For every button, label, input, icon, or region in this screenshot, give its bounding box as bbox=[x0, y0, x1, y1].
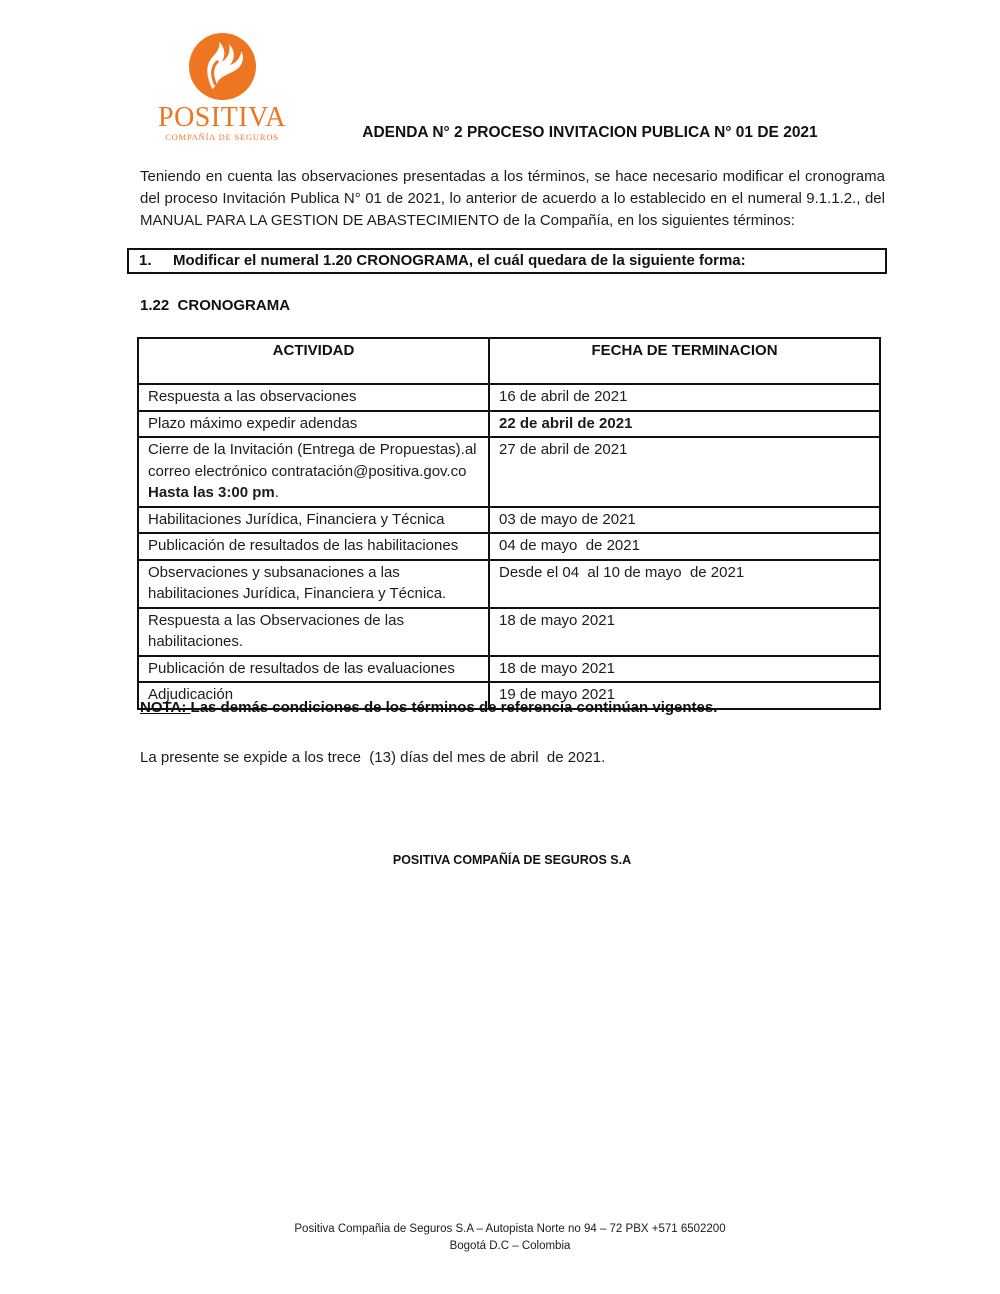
activity-cell: Publicación de resultados de las evaluaciones bbox=[138, 656, 489, 683]
table-row bbox=[138, 384, 880, 411]
table-row bbox=[138, 437, 880, 507]
activity-cell: Cierre de la Invitación (Entrega de Propuestas).al correo electrónico contratación@positiva.gov.co Hasta las 3:00 pm. bbox=[138, 437, 489, 507]
table-row bbox=[138, 507, 880, 534]
activity-cell: Respuesta a las observaciones bbox=[138, 384, 489, 411]
issued-line: La presente se expide a los trece (13) días del mes de abril de 2021. bbox=[140, 749, 606, 766]
date-cell: Desde el 04 al 10 de mayo de 2021 bbox=[489, 560, 880, 608]
footer-city-line: Bogotá D.C – Colombia bbox=[449, 1240, 571, 1252]
nota-label: NOTA: bbox=[140, 699, 191, 716]
item-text: Modificar el numeral 1.20 CRONOGRAMA, el cuál quedara de la siguiente forma: bbox=[173, 252, 746, 269]
activity-cell: Publicación de resultados de las habilitaciones bbox=[138, 533, 489, 560]
activity-cell: Plazo máximo expedir adendas bbox=[138, 411, 489, 438]
activity-cell: Habilitaciones Jurídica, Financiera y Técnica bbox=[138, 507, 489, 534]
nota-text: Las demás condiciones de los términos de referencia continúan vigentes. bbox=[190, 699, 718, 716]
logo-brand-text: POSITIVA bbox=[158, 102, 286, 133]
date-cell: 03 de mayo de 2021 bbox=[489, 507, 880, 534]
activity-cell: Observaciones y subsanaciones a las habilitaciones Jurídica, Financiera y Técnica. bbox=[138, 560, 489, 608]
date-cell: 16 de abril de 2021 bbox=[489, 384, 880, 411]
numbered-item-box bbox=[127, 248, 887, 274]
activity-cell: Adjudicación bbox=[138, 682, 489, 709]
nota-line bbox=[140, 699, 717, 716]
table-row bbox=[138, 411, 880, 438]
date-cell: 27 de abril de 2021 bbox=[489, 437, 880, 507]
activity-cell: Respuesta a las Observaciones de las habilitaciones. bbox=[138, 608, 489, 656]
date-cell: 19 de mayo 2021 bbox=[489, 682, 880, 709]
schedule-table-body bbox=[138, 384, 880, 709]
intro-paragraph: Teniendo en cuenta las observaciones presentadas a los términos, se hace necesario modificar el cronograma del proceso Invitación Publica N° 01 de 2021, lo anterior de acuerdo a lo establecido en el numeral 9.1.1.2., del MANUAL PARA LA GESTION DE ABASTECIMIENTO de la Compañía, en los siguientes términos: bbox=[140, 168, 885, 229]
logo-tagline-text: COMPAÑÍA DE SEGUROS bbox=[165, 132, 279, 142]
table-row bbox=[138, 560, 880, 608]
footer-address-line: Positiva Compañia de Seguros S.A – Autopista Norte no 94 – 72 PBX +571 6502200 bbox=[294, 1223, 726, 1235]
positiva-flame-icon bbox=[189, 33, 256, 100]
page-footer bbox=[0, 1221, 1000, 1255]
document-title: ADENDA N° 2 PROCESO INVITACION PUBLICA N° 01 DE 2021 bbox=[362, 124, 818, 141]
table-row bbox=[138, 533, 880, 560]
date-cell: 22 de abril de 2021 bbox=[489, 411, 880, 438]
table-header-row bbox=[138, 338, 880, 384]
item-number: 1. bbox=[139, 252, 152, 269]
date-cell: 04 de mayo de 2021 bbox=[489, 533, 880, 560]
date-cell: 18 de mayo 2021 bbox=[489, 656, 880, 683]
schedule-table bbox=[137, 337, 881, 710]
signature-company: POSITIVA COMPAÑÍA DE SEGUROS S.A bbox=[392, 853, 632, 867]
date-cell: 18 de mayo 2021 bbox=[489, 608, 880, 656]
header-fecha-terminacion: FECHA DE TERMINACION bbox=[489, 338, 880, 384]
header-actividad: ACTIVIDAD bbox=[138, 338, 489, 384]
table-row bbox=[138, 608, 880, 656]
table-row bbox=[138, 656, 880, 683]
section-heading-cronograma: 1.22 CRONOGRAMA bbox=[140, 297, 291, 314]
